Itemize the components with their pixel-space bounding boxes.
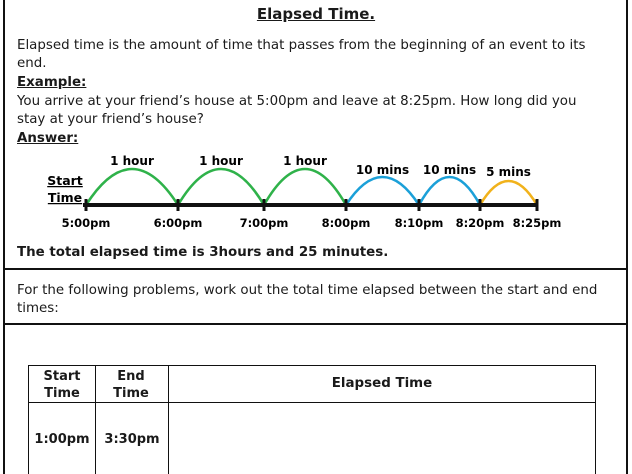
start-label-line2: Time [47, 190, 83, 205]
interval-label-2: 1 hour [199, 154, 243, 168]
tick-label-7: 8:25pm [512, 216, 562, 230]
total-elapsed-statement: The total elapsed time is 3hours and 25 minutes. [17, 245, 389, 260]
interval-label-3: 1 hour [283, 154, 327, 168]
tick-label-3: 7:00pm [239, 216, 289, 230]
tick-label-2: 6:00pm [153, 216, 203, 230]
interval-label-6: 5 mins [486, 165, 531, 179]
elapsed-time-number-line [0, 150, 632, 240]
problems-table [28, 365, 596, 474]
interval-label-5: 10 mins [422, 163, 477, 177]
definition-text: Elapsed time is the amount of time that passes from the beginning of an event to its end. [17, 38, 586, 71]
section-divider-2 [3, 323, 628, 325]
interval-arc-2 [178, 169, 264, 205]
table-right-border [595, 365, 596, 474]
worksheet-title: Elapsed Time. [256, 5, 376, 23]
tick-label-4: 8:00pm [321, 216, 371, 230]
row1-end-time: 3:30pm [104, 431, 160, 447]
interval-label-1: 1 hour [110, 154, 154, 168]
tick-label-5: 8:10pm [394, 216, 444, 230]
interval-arc-3 [264, 169, 346, 205]
example-label: Example: [17, 75, 87, 90]
header-start-time: Start Time [43, 368, 81, 401]
header-end-time: End Time [113, 368, 149, 401]
table-left-border [28, 365, 29, 474]
tick-label-6: 8:20pm [455, 216, 505, 230]
instructions-text: For the following problems, work out the total time elapsed between the start and end times: [17, 283, 598, 316]
interval-arc-6 [480, 181, 537, 205]
start-label-line1: Start [47, 173, 83, 188]
interval-arc-5 [419, 177, 480, 205]
tick-label-1: 5:00pm [61, 216, 111, 230]
interval-arc-1 [86, 169, 178, 205]
row1-elapsed-answer-cell[interactable] [169, 403, 595, 474]
interval-label-4: 10 mins [355, 163, 410, 177]
interval-arc-4 [346, 177, 419, 205]
header-elapsed-time: Elapsed Time [331, 376, 433, 391]
row1-start-time: 1:00pm [34, 431, 90, 447]
answer-label: Answer: [17, 131, 79, 146]
section-divider-1 [3, 268, 628, 270]
example-text: You arrive at your friend’s house at 5:00pm and leave at 8:25pm. How long did you stay at your friend’s house? [17, 94, 577, 127]
table-col-divider-1 [95, 365, 96, 474]
